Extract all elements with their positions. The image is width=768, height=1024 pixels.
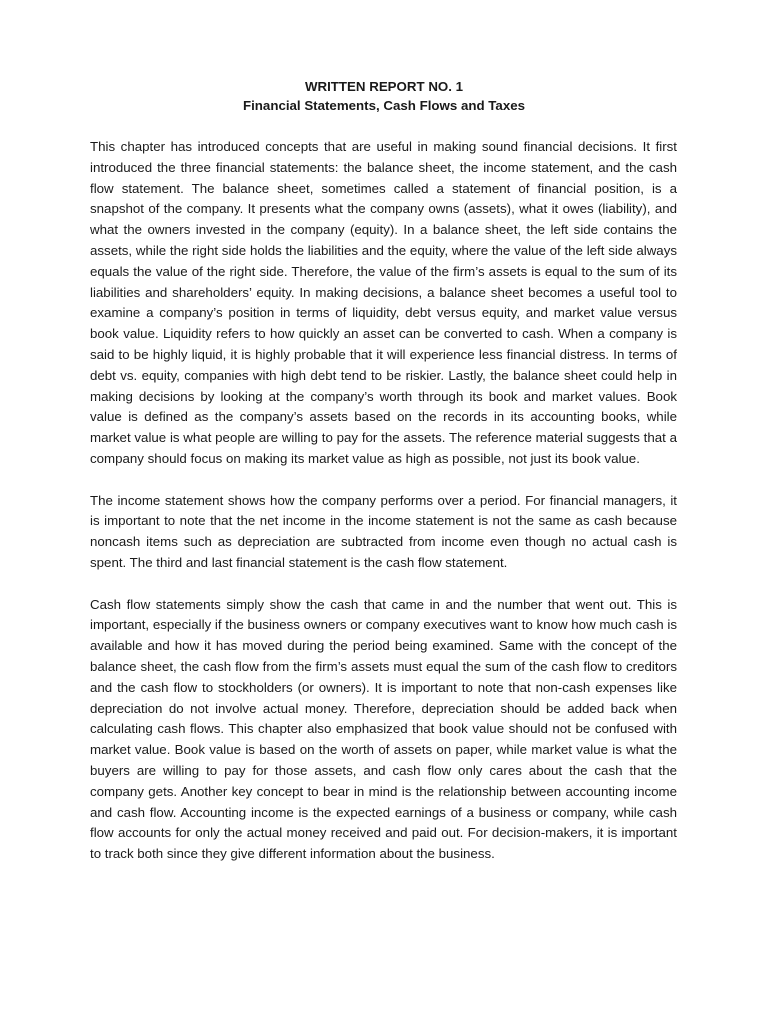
report-title: WRITTEN REPORT NO. 1	[304, 79, 464, 94]
paragraph-cash-flow: Cash flow statements simply show the cash that came in and the number that went out. This is important, especially if the business owners or company executives want to know how much cash is available and how it has moved during the period being examined. Same with the concept of the balance sheet, the cash flow from the firm’s assets must equal the sum of the cash flow to creditors and the cash flow to stockholders (or owners). It is important to note that non-cash expenses like depreciation do not involve actual money. Therefore, depreciation should be added back when calculating cash flows. This chapter also emphasized that book value should not be confused with market value. Book value is based on the worth of assets on paper, while market value is what the buyers are willing to pay for those assets, and cash flow only cares about the cash that the company gets. Another key concept to bear in mind is the relationship between accounting income and cash flow. Accounting income is the expected earnings of a business or company, while cash flow accounts for only the actual money received and paid out. For decision-makers, it is important to track both since they give different information about the business.	[90, 596, 677, 862]
paragraph-income-statement: The income statement shows how the company performs over a period. For financial managers, it is important to note that the net income in the income statement is not the same as cash because noncash items such as depreciation are subtracted from income even though no actual cash is spent. The third and last financial statement is the cash flow statement.	[90, 492, 677, 570]
paragraph-balance-sheet: This chapter has introduced concepts that are useful in making sound financial decisions. It first introduced the three financial statements: the balance sheet, the income statement, and the cash flow statement. The balance sheet, sometimes called a statement of financial position, is a snapshot of the company. It presents what the company owns (assets), what it owes (liability), and what the owners invested in the company (equity). In a balance sheet, the left side contains the assets, while the right side holds the liabilities and the equity, where the value of the left side always equals the value of the right side. Therefore, the value of the firm’s assets is equal to the sum of its liabilities and shareholders’ equity. In making decisions, a balance sheet becomes a useful tool to examine a company’s position in terms of liquidity, debt versus equity, and market value versus book value. Liquidity refers to how quickly an asset can be converted to cash. When a company is said to be highly liquid, it is highly probable that it will experience less financial distress. In terms of debt vs. equity, companies with high debt tend to be riskier. Lastly, the balance sheet could help in making decisions by looking at the company’s worth through its book and market values. Book value is defined as the company’s assets based on the records in its accounting books, while market value is what people are willing to pay for the assets. The reference material suggests that a company should focus on making its market value as high as possible, not just its book value.	[90, 139, 677, 466]
report-body	[90, 137, 677, 886]
report-subtitle: Financial Statements, Cash Flows and Taxes	[242, 98, 526, 113]
